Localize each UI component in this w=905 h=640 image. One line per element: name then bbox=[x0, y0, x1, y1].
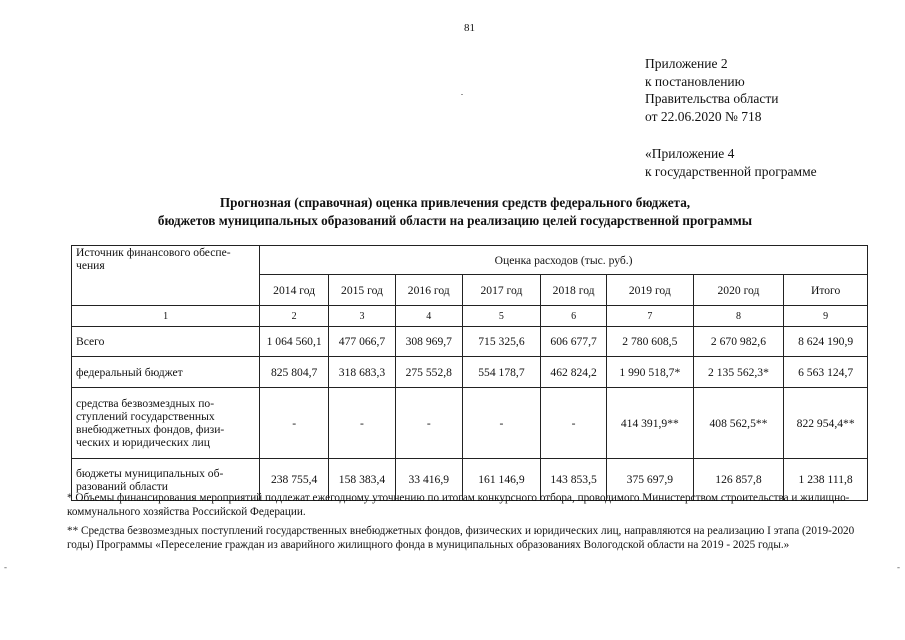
table-header-row bbox=[72, 246, 868, 275]
appendix-line-4: от 22.06.2020 № 718 bbox=[645, 108, 762, 124]
year-header: 2020 год bbox=[693, 275, 784, 306]
year-header: 2018 год bbox=[541, 275, 607, 306]
cost-column-header: Оценка расходов (тыс. руб.) bbox=[260, 246, 868, 275]
column-number-row bbox=[72, 306, 868, 327]
document-title bbox=[60, 194, 850, 230]
table-cell: 318 683,3 bbox=[329, 357, 396, 388]
column-number: 5 bbox=[462, 306, 541, 327]
table-cell: 606 677,7 bbox=[541, 327, 607, 357]
column-number: 7 bbox=[607, 306, 694, 327]
program-appendix-block bbox=[645, 145, 817, 180]
table-cell: - bbox=[395, 388, 462, 459]
table-cell: 143 853,5 bbox=[541, 459, 607, 501]
table-row bbox=[72, 357, 868, 388]
funding-table bbox=[71, 245, 868, 501]
scan-edge-mark-left: - bbox=[4, 562, 7, 572]
appendix-line-3: Правительства области bbox=[645, 91, 779, 106]
appendix-line-2: к постановлению bbox=[645, 73, 745, 89]
table-cell: - bbox=[329, 388, 396, 459]
table-row bbox=[72, 327, 868, 357]
table-cell: 2 780 608,5 bbox=[607, 327, 694, 357]
table-cell: 715 325,6 bbox=[462, 327, 541, 357]
year-header: 2014 год bbox=[260, 275, 329, 306]
table-cell: 1 064 560,1 bbox=[260, 327, 329, 357]
table-cell: 126 857,8 bbox=[693, 459, 784, 501]
footnote-2: ** Средства безвозмездных поступлений государственных внебюджетных фондов, физических и юридических лиц, направляются на реализацию I этапа (2019-2020 годы) Программы «Переселение граждан из аварийного жилищного фонда в муниципальных образованиях Вологодской области на 2019 - 2025 годы.» bbox=[67, 524, 855, 551]
table-cell: 275 552,8 bbox=[395, 357, 462, 388]
table-cell: 825 804,7 bbox=[260, 357, 329, 388]
row-label: Всего bbox=[72, 327, 260, 357]
table-cell: 822 954,4** bbox=[784, 388, 868, 459]
row-label: федеральный бюджет bbox=[72, 357, 260, 388]
title-line-1: Прогнозная (справочная) оценка привлечения средств федерального бюджета, bbox=[219, 195, 691, 210]
table-cell: 2 670 982,6 bbox=[693, 327, 784, 357]
table-cell: 554 178,7 bbox=[462, 357, 541, 388]
column-number: 4 bbox=[395, 306, 462, 327]
footnotes bbox=[67, 491, 877, 556]
footnote-1: * Объемы финансирования мероприятий подлежат ежегодному уточнению по итогам конкурсного отбора, проводимого Министерством строительства и жилищно-коммунального хозяйства Российской Федерации. bbox=[67, 492, 850, 519]
table-cell: - bbox=[462, 388, 541, 459]
table-cell: 375 697,9 bbox=[607, 459, 694, 501]
appendix-block bbox=[645, 55, 778, 125]
table-cell: 161 146,9 bbox=[462, 459, 541, 501]
table-cell: 308 969,7 bbox=[395, 327, 462, 357]
title-line-2: бюджетов муниципальных образований области на реализацию целей государственной программы bbox=[157, 213, 753, 228]
year-header: 2019 год bbox=[607, 275, 694, 306]
program-appendix-line-2: к государственной программе bbox=[645, 163, 817, 179]
year-header: 2016 год bbox=[395, 275, 462, 306]
table-cell: 158 383,4 bbox=[329, 459, 396, 501]
table-cell: 1 990 518,7* bbox=[607, 357, 694, 388]
page-number: 81 bbox=[464, 22, 475, 34]
column-number: 6 bbox=[541, 306, 607, 327]
table-cell: 2 135 562,3* bbox=[693, 357, 784, 388]
table-cell: 6 563 124,7 bbox=[784, 357, 868, 388]
source-column-header: Источник финансового обеспе-чения bbox=[72, 246, 260, 306]
scan-edge-mark-right: - bbox=[897, 562, 900, 572]
table-cell: 238 755,4 bbox=[260, 459, 329, 501]
table-cell: 408 562,5** bbox=[693, 388, 784, 459]
table-cell: 414 391,9** bbox=[607, 388, 694, 459]
column-number: 1 bbox=[72, 306, 260, 327]
table-cell: 477 066,7 bbox=[329, 327, 396, 357]
row-label: средства безвозмездных по-ступлений государственных внебюджетных фондов, физи-ческих и юридических лиц bbox=[72, 388, 260, 459]
table-row bbox=[72, 388, 868, 459]
column-number: 3 bbox=[329, 306, 396, 327]
program-appendix-line-1: «Приложение 4 bbox=[645, 146, 735, 161]
column-number: 9 bbox=[784, 306, 868, 327]
appendix-line-1: Приложение 2 bbox=[645, 56, 728, 71]
year-header: 2015 год bbox=[329, 275, 396, 306]
table-cell: - bbox=[260, 388, 329, 459]
table-cell: 8 624 190,9 bbox=[784, 327, 868, 357]
year-header: 2017 год bbox=[462, 275, 541, 306]
table-cell: 462 824,2 bbox=[541, 357, 607, 388]
table-cell: 33 416,9 bbox=[395, 459, 462, 501]
year-header: Итого bbox=[784, 275, 868, 306]
row-label: бюджеты муниципальных об-разований области bbox=[72, 459, 260, 501]
table-cell: 1 238 111,8 bbox=[784, 459, 868, 501]
scan-dot bbox=[461, 94, 463, 95]
table-cell: - bbox=[541, 388, 607, 459]
column-number: 2 bbox=[260, 306, 329, 327]
column-number: 8 bbox=[693, 306, 784, 327]
